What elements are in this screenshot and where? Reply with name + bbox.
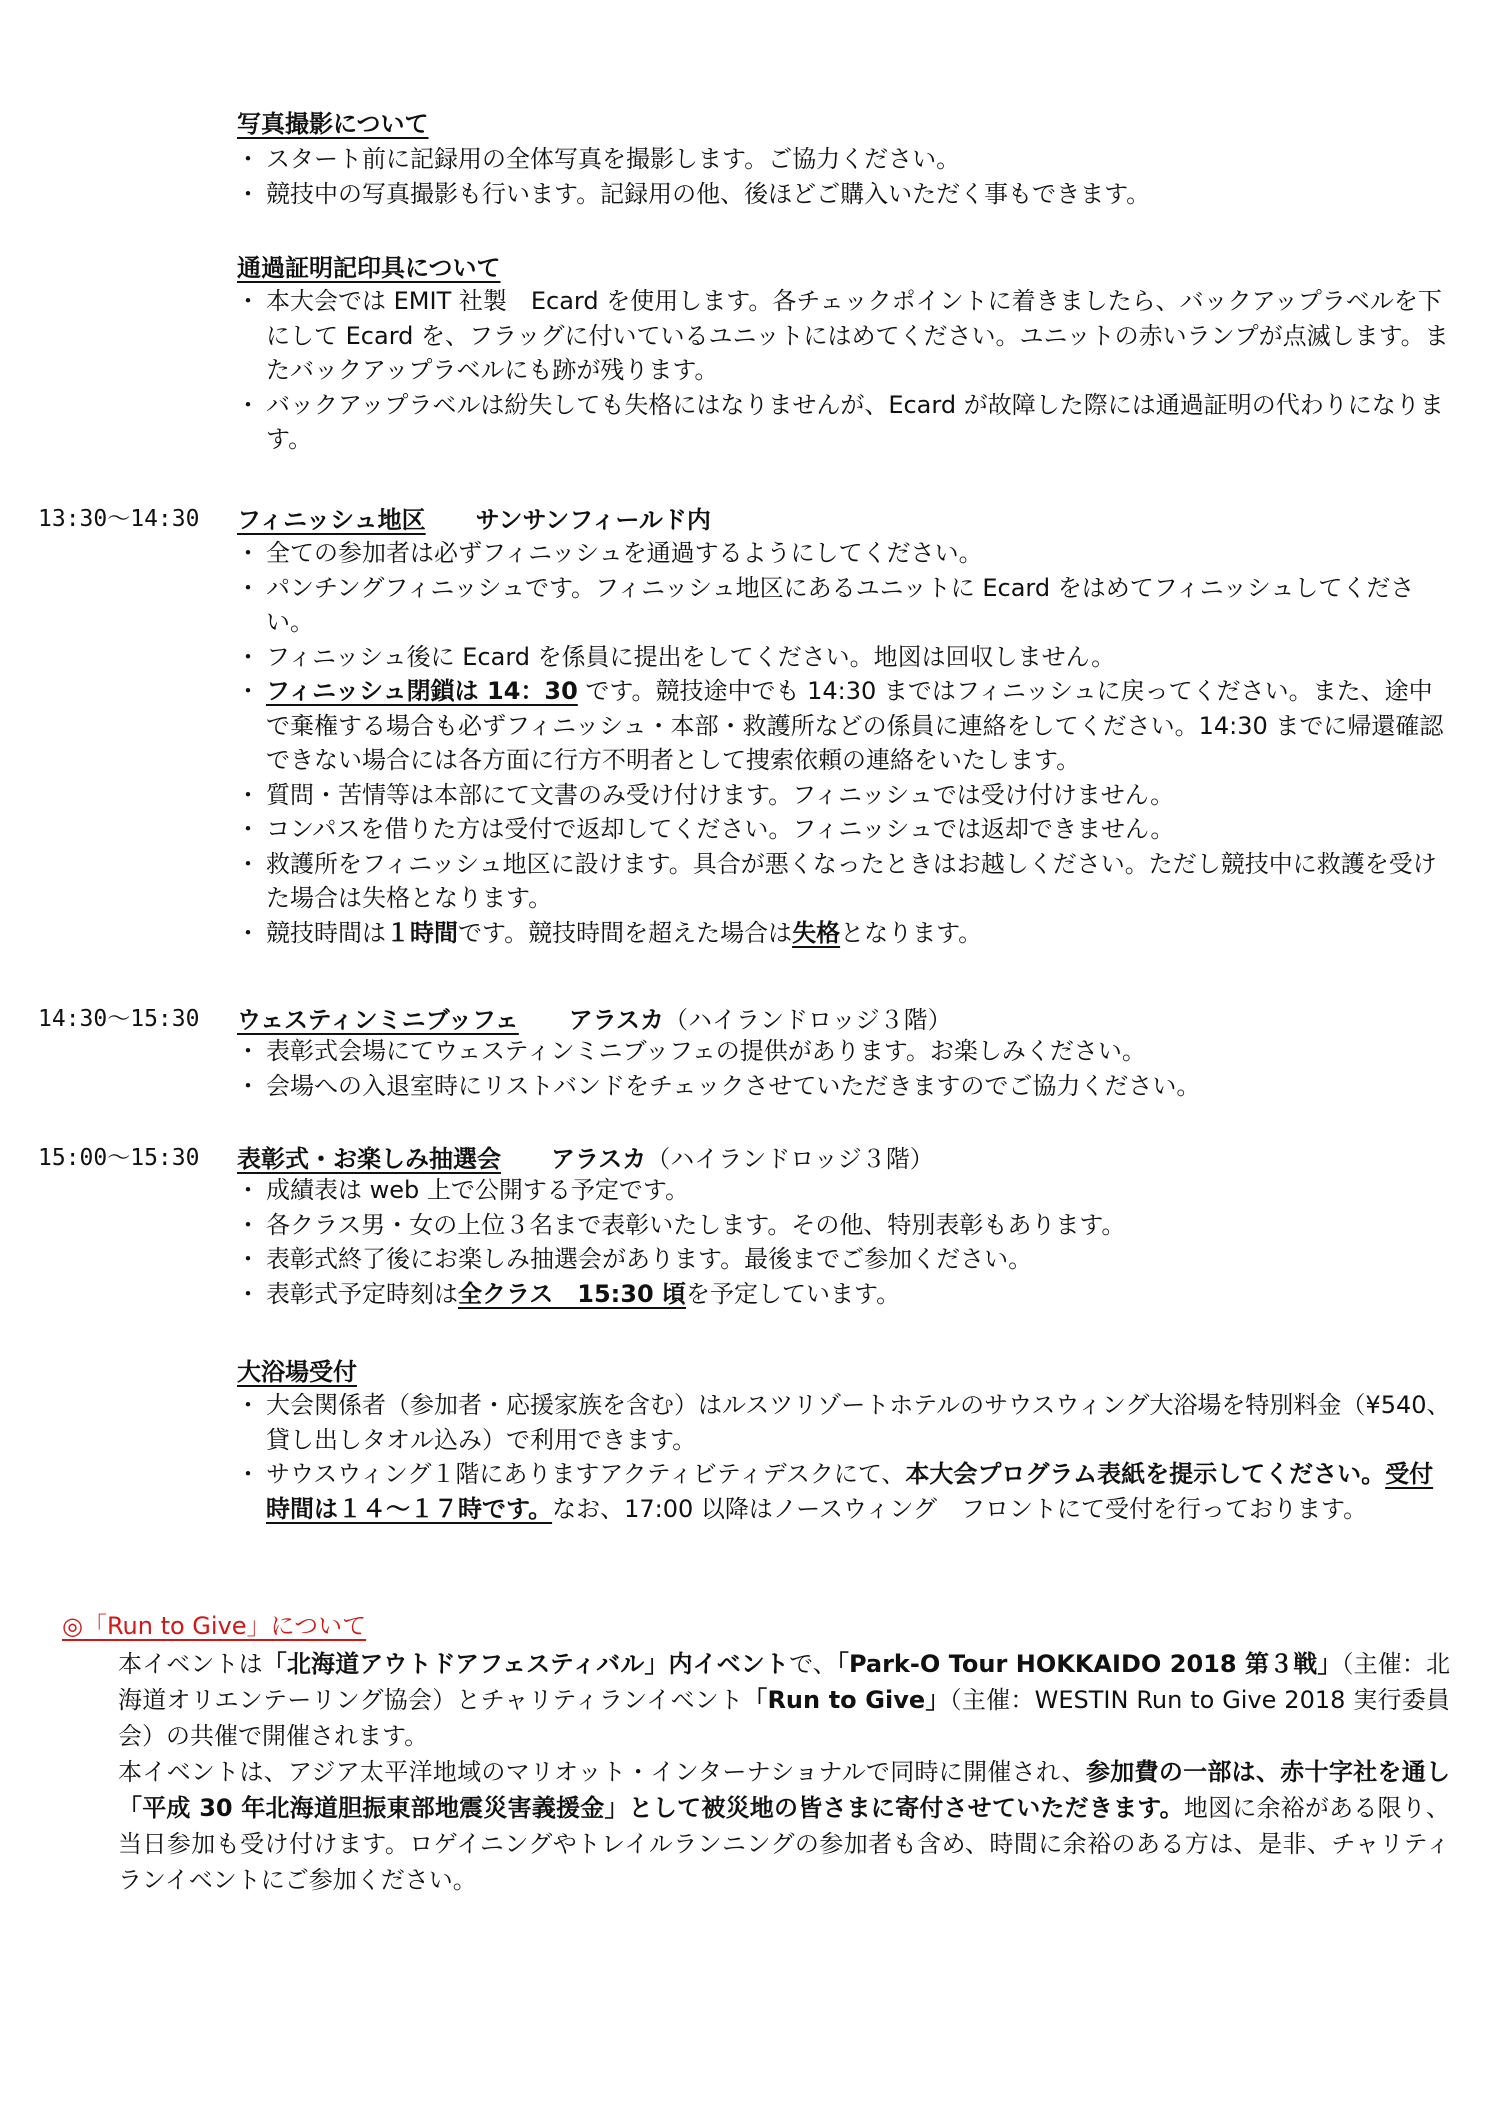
award-venue xyxy=(551,1145,934,1173)
list-item: ・ 救護所をフィニッシュ地区に設けます。具合が悪くなったときはお越しください。ただし競技中に救護を受けた場合は失格となります。 xyxy=(242,847,1452,916)
award-time: 15:00～15:30 xyxy=(38,1145,200,1171)
text-span: サウスウィング１階にありますアクティビティデスクにて、 xyxy=(266,1460,906,1488)
list-item: ・ 全ての参加者は必ずフィニッシュを通過するようにしてください。 xyxy=(242,536,1452,571)
buffet-heading: ウェスティンミニブッフェ xyxy=(237,1006,519,1034)
program-cover-note: 本大会プログラム表紙を提示してください。 xyxy=(905,1460,1386,1488)
run-to-give-body xyxy=(118,1646,1450,1898)
list-item: ・ 大会関係者（参加者・応援家族を含む）はルスツリゾートホテルのサウスウィング大浴場を特別料金（¥540、貸し出しタオル込み）で利用できます。 xyxy=(242,1388,1452,1457)
list-item: ・ コンパスを借りた方は受付で返却してください。フィニッシュでは返却できません。 xyxy=(242,812,1452,847)
photo-list xyxy=(242,142,1452,211)
ecard-list xyxy=(242,284,1452,457)
finish-venue: サンサンフィールド内 xyxy=(475,506,711,534)
buffet-list xyxy=(242,1034,1452,1103)
text-span: で、 xyxy=(789,1650,837,1678)
bath-heading: 大浴場受付 xyxy=(237,1358,357,1386)
text-span: （主催：WESTIN Run to Give 2018 実行委員会）の共催で開催されます。 xyxy=(118,1686,1451,1750)
bath-list xyxy=(242,1388,1452,1526)
run-to-give-name: 「Run to Give」 xyxy=(743,1686,950,1714)
run-to-give-paragraph-2 xyxy=(118,1754,1450,1898)
venue-floor: （ハイランドロッジ３階） xyxy=(664,1006,952,1034)
text-span: 競技時間は xyxy=(266,918,386,947)
list-item: ・ 各クラス男・女の上位３名まで表彰いたします。その他、特別表彰もあります。 xyxy=(242,1208,1452,1243)
list-item xyxy=(242,674,1452,778)
festival-name: 「北海道アウトドアフェスティバル」内イベント xyxy=(262,1650,790,1678)
list-item: ・ 会場への入退室時にリストバンドをチェックさせていただきますのでご協力ください。 xyxy=(242,1069,1452,1104)
text-span: 表彰式予定時刻は xyxy=(266,1279,458,1308)
finish-close-text: です。競技途中でも 14:30 まではフィニッシュに戻ってください。また、途中で棄権する場合も必ずフィニッシュ・本部・救護所などの係員に連絡をしてください。14:30 までに帰還確認できない場合には各方面に行方不明者として捜索依頼の連絡をいたします。 xyxy=(266,677,1444,774)
list-item: ・ 競技中の写真撮影も行います。記録用の他、後ほどご購入いただく事もできます。 xyxy=(242,177,1452,212)
list-item: ・ 表彰式会場にてウェスティンミニブッフェの提供があります。お楽しみください。 xyxy=(242,1034,1452,1069)
text-span: となります。 xyxy=(840,918,983,947)
list-item xyxy=(242,1277,1452,1312)
finish-close-time: フィニッシュ閉鎖は 14：30 xyxy=(266,677,578,705)
list-item xyxy=(242,916,1452,951)
list-item: ・ 本大会では EMIT 社製 Ecard を使用します。各チェックポイントに着きましたら、バックアップラベルを下にして Ecard を、フラッグに付いているユニットにはめてください。ユニットの赤いランプが点滅します。またバックアップラベルにも跡が残ります。 xyxy=(242,284,1452,388)
award-header xyxy=(237,1139,934,1174)
list-item: ・ フィニッシュ後に Ecard を係員に提出をしてください。地図は回収しません。 xyxy=(242,640,1452,675)
list-item: ・ 質問・苦情等は本部にて文書のみ受け付けます。フィニッシュでは受け付けません。 xyxy=(242,778,1452,813)
award-heading: 表彰式・お楽しみ抽選会 xyxy=(237,1145,501,1173)
venue-name: アラスカ xyxy=(568,1006,665,1034)
text-span: （主催：北海道オリエンテーリング協会）とチャリティランイベント xyxy=(118,1650,1451,1714)
list-item: ・ パンチングフィニッシュです。フィニッシュ地区にあるユニットに Ecard をはめてフィニッシュしてください。 xyxy=(242,571,1452,640)
buffet-venue xyxy=(569,1006,952,1034)
finish-heading: フィニッシュ地区 xyxy=(237,506,426,534)
list-item: ・ バックアップラベルは紛失しても失格にはなりませんが、Ecard が故障した際には通過証明の代わりになります。 xyxy=(242,388,1452,457)
award-schedule-time: 全クラス 15:30 頃 xyxy=(458,1279,687,1308)
finish-list xyxy=(242,536,1452,950)
text-span: を予定しています。 xyxy=(686,1279,901,1308)
list-item xyxy=(242,1457,1452,1526)
buffet-time: 14:30～15:30 xyxy=(38,1006,200,1032)
award-list xyxy=(242,1173,1452,1311)
run-to-give-paragraph-1 xyxy=(118,1646,1450,1754)
park-o-tour-name: 「Park-O Tour HOKKAIDO 2018 第３戦」 xyxy=(836,1650,1342,1678)
photo-heading: 写真撮影について xyxy=(237,110,429,138)
list-item: ・ 表彰式終了後にお楽しみ抽選会があります。最後までご参加ください。 xyxy=(242,1242,1452,1277)
disqualification-word: 失格 xyxy=(792,918,841,947)
race-duration: １時間 xyxy=(386,918,458,947)
buffet-header xyxy=(237,1000,952,1035)
text-span: 本イベントは xyxy=(118,1650,263,1678)
run-to-give-heading: ◎「Run to Give」について xyxy=(62,1612,367,1640)
list-item: ・ 成績表は web 上で公開する予定です。 xyxy=(242,1173,1452,1208)
finish-header xyxy=(237,500,711,535)
text-span: 地図に余裕がある限り、当日参加も受け付けます。ロゲイニングやトレイルランニングの参加者も含め、時間に余裕のある方は、是非、チャリティランイベントにご参加ください。 xyxy=(118,1794,1450,1894)
venue-name: アラスカ xyxy=(551,1145,647,1173)
reception-hours: 受付時間は１４～１７時です。 xyxy=(266,1460,1434,1523)
text-span: です。競技時間を超えた場合は xyxy=(458,918,793,947)
donation-note: 参加費の一部は、赤十字社を通し「平成 30 年北海道胆振東部地震災害義援金」として被災地の皆さまに寄付させていただきます。 xyxy=(118,1758,1450,1822)
list-item: ・ スタート前に記録用の全体写真を撮影します。ご協力ください。 xyxy=(242,142,1452,177)
venue-floor: （ハイランドロッジ３階） xyxy=(646,1145,934,1173)
text-span: 本イベントは、アジア太平洋地域のマリオット・インターナショナルで同時に開催され、 xyxy=(118,1758,1086,1786)
finish-time: 13:30～14:30 xyxy=(38,506,200,532)
ecard-heading: 通過証明記印具について xyxy=(237,254,501,282)
text-span: なお、17:00 以降はノースウィング フロントにて受付を行っております。 xyxy=(552,1494,1368,1523)
